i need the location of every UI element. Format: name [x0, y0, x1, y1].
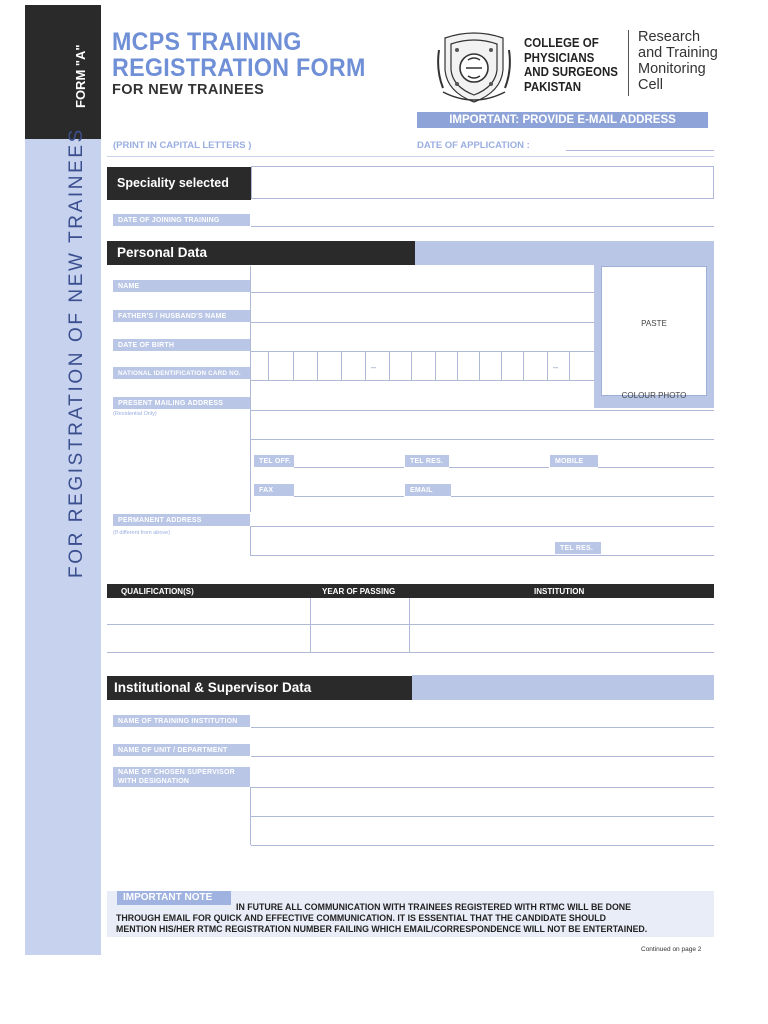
name-field[interactable] [251, 292, 594, 293]
important-note-third-line: MENTION HIS/HER RTMC REGISTRATION NUMBER FAILING WHICH EMAIL/CORRESPONDENCE WILL NOT BE ENTERTAINED. [116, 924, 648, 934]
page-title-line1: MCPS TRAINING [112, 28, 302, 56]
important-note-label: IMPORTANT NOTE [117, 891, 231, 905]
permanent-tel-res-label: TEL RES. [555, 542, 601, 554]
name-label: NAME [113, 280, 250, 292]
date-of-application-label: DATE OF APPLICATION : [417, 140, 530, 151]
nic-label: NATIONAL IDENTIFICATION CARD NO. [113, 367, 250, 379]
qualifications-header [107, 584, 714, 598]
personal-heading-extension [415, 241, 714, 265]
permanent-address-line1[interactable] [251, 526, 714, 527]
dob-label: DATE OF BIRTH [113, 339, 250, 351]
tel-off-label: TEL OFF. [254, 455, 294, 467]
qual-col-divider-1 [310, 598, 311, 652]
rtmc-name: Research and Training Monitoring Cell [638, 29, 718, 93]
speciality-heading: Speciality selected [107, 167, 251, 200]
form-tab [25, 5, 101, 139]
year-column-header: YEAR OF PASSING [322, 587, 396, 596]
supervisor-line-3[interactable] [251, 845, 714, 846]
page-subtitle: FOR NEW TRAINEES [112, 82, 265, 98]
mailing-address-line2[interactable] [251, 439, 714, 440]
permanent-address-label: PERMANENT ADDRESS [113, 514, 250, 526]
important-email-banner: IMPORTANT: PROVIDE E-MAIL ADDRESS [417, 112, 708, 128]
personal-heading: Personal Data [107, 241, 415, 265]
mobile-field[interactable] [598, 467, 714, 468]
form-tab-label: FORM "A" [73, 44, 88, 108]
date-of-application-field[interactable] [566, 150, 714, 151]
mobile-label: MOBILE [550, 455, 598, 467]
permanent-address-sublabel: (If different from above) [113, 530, 171, 536]
college-seal-icon [435, 30, 513, 106]
qualification-column-header: QUALIFICATION(S) [121, 587, 194, 596]
qual-row-2[interactable] [107, 652, 714, 653]
tel-off-field[interactable] [294, 467, 404, 468]
tel-res-label: TEL RES. [405, 455, 449, 467]
sidebar-strip [25, 139, 101, 955]
father-name-field[interactable] [251, 322, 594, 323]
continued-note: Continued on page 2 [641, 946, 702, 953]
joining-date-label: DATE OF JOINING TRAINING [113, 214, 250, 226]
father-name-label: FATHER'S / HUSBAND'S NAME [113, 310, 250, 322]
email-label: EMAIL [405, 484, 451, 496]
fax-field[interactable] [294, 496, 404, 497]
mailing-address-label: PRESENT MAILING ADDRESS [113, 397, 250, 409]
training-institution-field[interactable] [251, 727, 714, 728]
qual-row-1[interactable] [107, 624, 714, 625]
college-name: COLLEGE OF PHYSICIANS AND SURGEONS PAKISTAN [524, 36, 618, 94]
nic-field[interactable] [251, 352, 594, 382]
photo-box[interactable]: PASTE COLOUR PHOTO [601, 266, 707, 396]
supervisor-label: NAME OF CHOSEN SUPERVISOR WITH DESIGNATION [113, 767, 250, 787]
supervisor-line-2[interactable] [251, 816, 714, 817]
fax-label: FAX [254, 484, 294, 496]
speciality-field[interactable] [251, 166, 714, 199]
tel-res-field[interactable] [449, 467, 549, 468]
permanent-address-line2[interactable] [251, 555, 714, 556]
personal-divider [250, 266, 251, 512]
nic-dash-1: – [371, 362, 377, 372]
email-field[interactable] [451, 496, 714, 497]
mailing-address-line1[interactable] [251, 410, 714, 411]
header-divider [628, 30, 629, 96]
joining-date-field[interactable] [251, 226, 714, 227]
page-title-line2: REGISTRATION FORM [112, 54, 366, 82]
unit-department-field[interactable] [251, 756, 714, 757]
unit-department-label: NAME OF UNIT / DEPARTMENT [113, 744, 250, 756]
mailing-address-sublabel: (Residential Only) [113, 411, 157, 417]
institution-column-header: INSTITUTION [534, 587, 585, 596]
header-rule [107, 156, 714, 157]
qual-col-divider-2 [409, 598, 410, 652]
nic-dash-2: – [553, 362, 559, 372]
institutional-heading-extension [412, 675, 714, 700]
supervisor-line-1[interactable] [251, 787, 714, 788]
permanent-divider [250, 526, 251, 556]
sidebar-vertical-text: FOR REGISTRATION OF NEW TRAINEES [66, 127, 87, 578]
important-note-second-line: THROUGH EMAIL FOR QUICK AND EFFECTIVE COMMUNICATION. IT IS ESSENTIAL THAT THE CANDIDATE SHOULD [116, 913, 607, 923]
institutional-heading: Institutional & Supervisor Data [107, 676, 412, 700]
important-note-first-line: IN FUTURE ALL COMMUNICATION WITH TRAINEES REGISTERED WITH RTMC WILL BE DONE [236, 902, 632, 912]
training-institution-label: NAME OF TRAINING INSTITUTION [113, 715, 250, 727]
print-capitals-note: (PRINT IN CAPITAL LETTERS ) [113, 140, 252, 151]
